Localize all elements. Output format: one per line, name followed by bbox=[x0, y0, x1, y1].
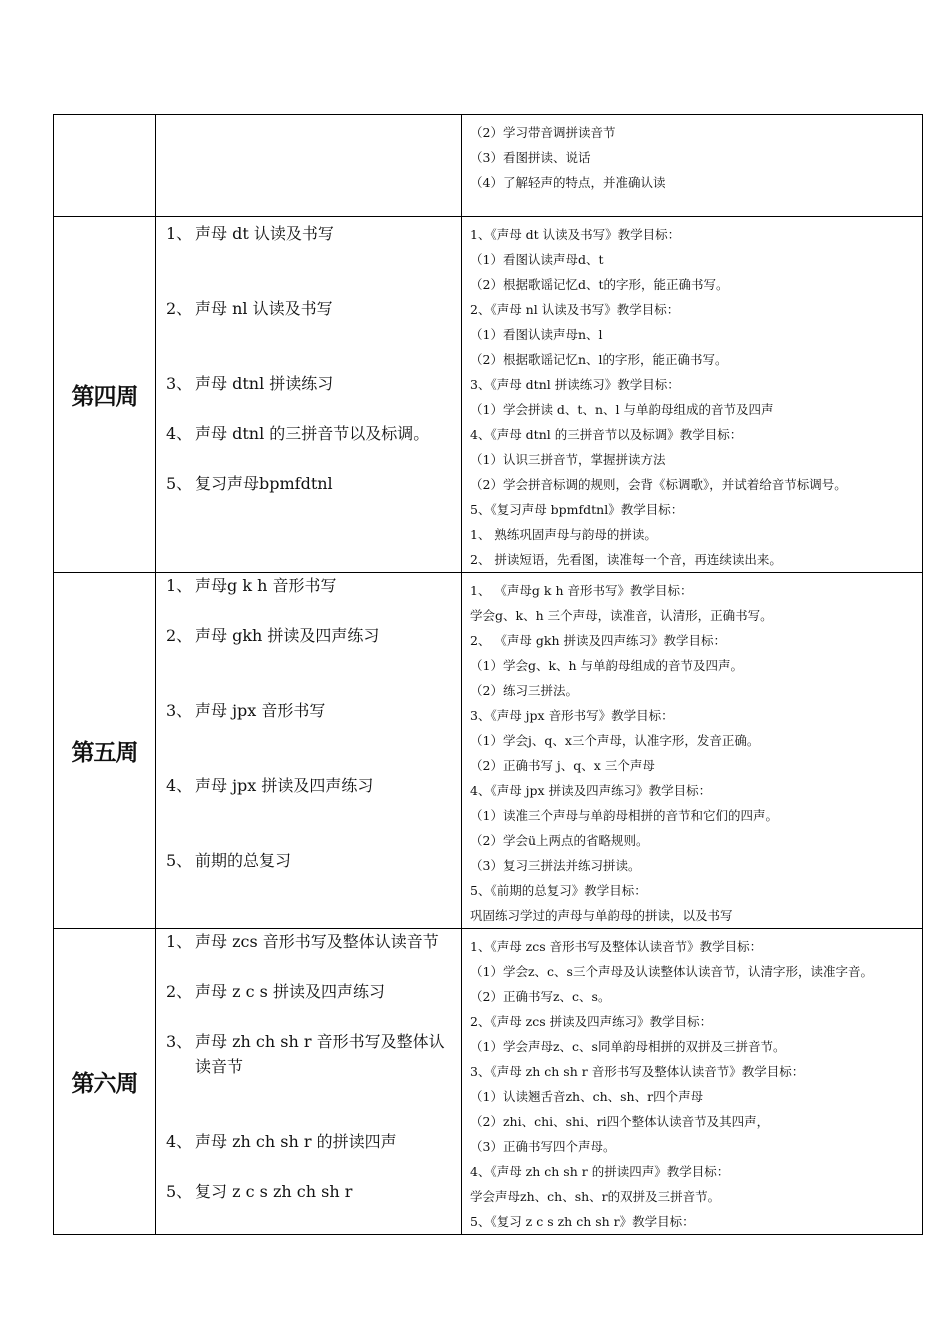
goal-line: （1）认识三拼音节，掌握拼读方法 bbox=[470, 452, 666, 467]
goal-line: 学会g、k、h 三个声母，读准音，认清形，正确书写。 bbox=[470, 608, 773, 623]
lesson-title: 声母 dtnl 拼读练习 bbox=[195, 374, 334, 393]
lesson-title: 声母g k h 音形书写 bbox=[195, 576, 337, 595]
goal-line: 1、《声母 zcs 音形书写及整体认读音节》教学目标： bbox=[470, 939, 763, 954]
lesson-item bbox=[166, 1129, 455, 1154]
goal-line: 4、《声母 dtnl 的三拼音节以及标调》教学目标： bbox=[470, 427, 743, 442]
lesson-item bbox=[166, 848, 455, 873]
lesson-item bbox=[166, 979, 455, 1004]
goals-cell bbox=[462, 929, 923, 1235]
lesson-item bbox=[166, 1029, 455, 1079]
goal-line: 2、《声母 nl 认读及书写》教学目标： bbox=[470, 302, 680, 317]
lesson-item bbox=[166, 698, 455, 723]
lesson-number: 2、 bbox=[166, 299, 193, 318]
goal-line: （2）正确书写 j、q、x 三个声母 bbox=[470, 758, 655, 773]
goal-line: （1）读准三个声母与单韵母相拼的音节和它们的四声。 bbox=[470, 808, 778, 823]
goal-line: （3）正确书写四个声母。 bbox=[470, 1139, 616, 1154]
lesson-number: 3、 bbox=[166, 1032, 193, 1051]
lesson-item bbox=[166, 296, 455, 321]
lessons-cell bbox=[156, 115, 462, 217]
goal-line: 5、《前期的总复习》教学目标： bbox=[470, 883, 647, 898]
goal-line: （2）根据歌谣记忆n、l的字形，能正确书写。 bbox=[470, 352, 728, 367]
lesson-number: 4、 bbox=[166, 1132, 193, 1151]
goal-line: 1、《声母 dt 认读及书写》教学目标： bbox=[470, 227, 681, 242]
goal-line: 3、《声母 jpx 音形书写》教学目标： bbox=[470, 708, 674, 723]
table-row bbox=[54, 115, 923, 217]
lessons-cell bbox=[156, 573, 462, 929]
goal-line: 1、 《声母g k h 音形书写》教学目标： bbox=[470, 583, 693, 598]
lesson-title: 声母 nl 认读及书写 bbox=[195, 299, 333, 318]
lesson-number: 5、 bbox=[166, 1182, 193, 1201]
lesson-number: 1、 bbox=[166, 932, 193, 951]
teaching-plan-table bbox=[53, 114, 923, 1235]
lesson-item bbox=[166, 421, 455, 446]
week-cell: 第四周 bbox=[54, 217, 156, 573]
goal-line: （2）学会ü上两点的省略规则。 bbox=[470, 833, 649, 848]
lesson-title: 声母 zh ch sh r 的拼读四声 bbox=[195, 1132, 397, 1151]
week-cell: 第五周 bbox=[54, 573, 156, 929]
goal-line: （2）正确书写z、c、s。 bbox=[470, 989, 611, 1004]
lesson-title: 复习 z c s zh ch sh r bbox=[195, 1182, 353, 1201]
lessons-cell bbox=[156, 217, 462, 573]
lesson-title: 声母 dtnl 的三拼音节以及标调。 bbox=[195, 424, 430, 443]
goal-line: （1）学会g、k、h 与单韵母组成的音节及四声。 bbox=[470, 658, 744, 673]
lesson-number: 1、 bbox=[166, 576, 193, 595]
goal-line: （2）练习三拼法。 bbox=[470, 683, 578, 698]
lesson-number: 2、 bbox=[166, 626, 193, 645]
goal-line: （2）学习带音调拼读音节 bbox=[470, 125, 616, 140]
goal-line: 3、《声母 dtnl 拼读练习》教学目标： bbox=[470, 377, 680, 392]
lesson-number: 4、 bbox=[166, 424, 193, 443]
goal-line: 5、《复习声母 bpmfdtnl》教学目标： bbox=[470, 502, 684, 517]
goal-line: （2）根据歌谣记忆d、t的字形，能正确书写。 bbox=[470, 277, 729, 292]
goal-line: 2、 《声母 gkh 拼读及四声练习》教学目标： bbox=[470, 633, 727, 648]
goal-line: （1）学会z、c、s三个声母及认读整体认读音节，认清字形，读准字音。 bbox=[470, 964, 873, 979]
week-cell: 第六周 bbox=[54, 929, 156, 1235]
goal-line: （3）复习三拼法并练习拼读。 bbox=[470, 858, 641, 873]
lesson-title: 声母 dt 认读及书写 bbox=[195, 224, 334, 243]
goal-line: 1、 熟练巩固声母与韵母的拼读。 bbox=[470, 527, 657, 542]
table-row bbox=[54, 929, 923, 1235]
goal-line: 4、《声母 jpx 拼读及四声练习》教学目标： bbox=[470, 783, 712, 798]
lesson-title: 复习声母bpmfdtnl bbox=[195, 474, 333, 493]
goal-line: 巩固练习学过的声母与单韵母的拼读，以及书写 bbox=[470, 908, 733, 923]
goal-line: 3、《声母 zh ch sh r 音形书写及整体认读音节》教学目标： bbox=[470, 1064, 805, 1079]
lesson-title: 声母 zcs 音形书写及整体认读音节 bbox=[195, 932, 439, 951]
lesson-number: 4、 bbox=[166, 776, 193, 795]
lesson-item bbox=[166, 623, 455, 648]
goal-line: （1）看图认读声母d、t bbox=[470, 252, 604, 267]
goal-line: （2）zhi、chi、shi、ri四个整体认读音节及其四声， bbox=[470, 1114, 770, 1129]
goal-line: （1）学会声母z、c、s同单韵母相拼的双拼及三拼音节。 bbox=[470, 1039, 786, 1054]
table-row bbox=[54, 573, 923, 929]
lesson-number: 3、 bbox=[166, 701, 193, 720]
goal-line: （3）看图拼读、说话 bbox=[470, 150, 591, 165]
goal-line: （1）认读翘舌音zh、ch、sh、r四个声母 bbox=[470, 1089, 704, 1104]
goal-line: （1）学会拼读 d、t、n、l 与单韵母组成的音节及四声 bbox=[470, 402, 774, 417]
goal-line: （2）学会拼音标调的规则，会背《标调歌》，并试着给音节标调号。 bbox=[470, 477, 847, 492]
lesson-item bbox=[166, 773, 455, 798]
lesson-number: 5、 bbox=[166, 474, 193, 493]
lesson-item bbox=[166, 573, 455, 598]
goal-line: （1）看图认读声母n、l bbox=[470, 327, 603, 342]
table-row bbox=[54, 217, 923, 573]
lesson-number: 5、 bbox=[166, 851, 193, 870]
goal-line: 4、《声母 zh ch sh r 的拼读四声》教学目标： bbox=[470, 1164, 730, 1179]
lesson-title: 前期的总复习 bbox=[195, 851, 292, 870]
week-cell bbox=[54, 115, 156, 217]
lesson-title: 声母 gkh 拼读及四声练习 bbox=[195, 626, 380, 645]
lesson-item bbox=[166, 1179, 455, 1204]
lesson-title: 声母 jpx 音形书写 bbox=[195, 701, 326, 720]
goals-cell bbox=[462, 217, 923, 573]
goals-cell bbox=[462, 573, 923, 929]
lesson-number: 1、 bbox=[166, 224, 193, 243]
lesson-item bbox=[166, 221, 455, 246]
goal-line: （4）了解轻声的特点，并准确认读 bbox=[470, 175, 666, 190]
lesson-item bbox=[166, 929, 455, 954]
goal-line: 学会声母zh、ch、sh、r的双拼及三拼音节。 bbox=[470, 1189, 721, 1204]
lesson-title: 声母 z c s 拼读及四声练习 bbox=[195, 982, 385, 1001]
lesson-item bbox=[166, 371, 455, 396]
goals-cell bbox=[462, 115, 923, 217]
goal-line: 2、《声母 zcs 拼读及四声练习》教学目标： bbox=[470, 1014, 713, 1029]
goal-line: 2、 拼读短语，先看图，读准每一个音，再连续读出来。 bbox=[470, 552, 782, 567]
lesson-number: 2、 bbox=[166, 982, 193, 1001]
goal-line: （1）学会j、q、x三个声母，认准字形，发音正确。 bbox=[470, 733, 760, 748]
lesson-title: 声母 jpx 拼读及四声练习 bbox=[195, 776, 374, 795]
lesson-item bbox=[166, 471, 455, 496]
lesson-title: 声母 zh ch sh r 音形书写及整体认读音节 bbox=[195, 1032, 445, 1076]
lesson-number: 3、 bbox=[166, 374, 193, 393]
goal-line: 5、《复习 z c s zh ch sh r》教学目标： bbox=[470, 1214, 695, 1229]
lessons-cell bbox=[156, 929, 462, 1235]
